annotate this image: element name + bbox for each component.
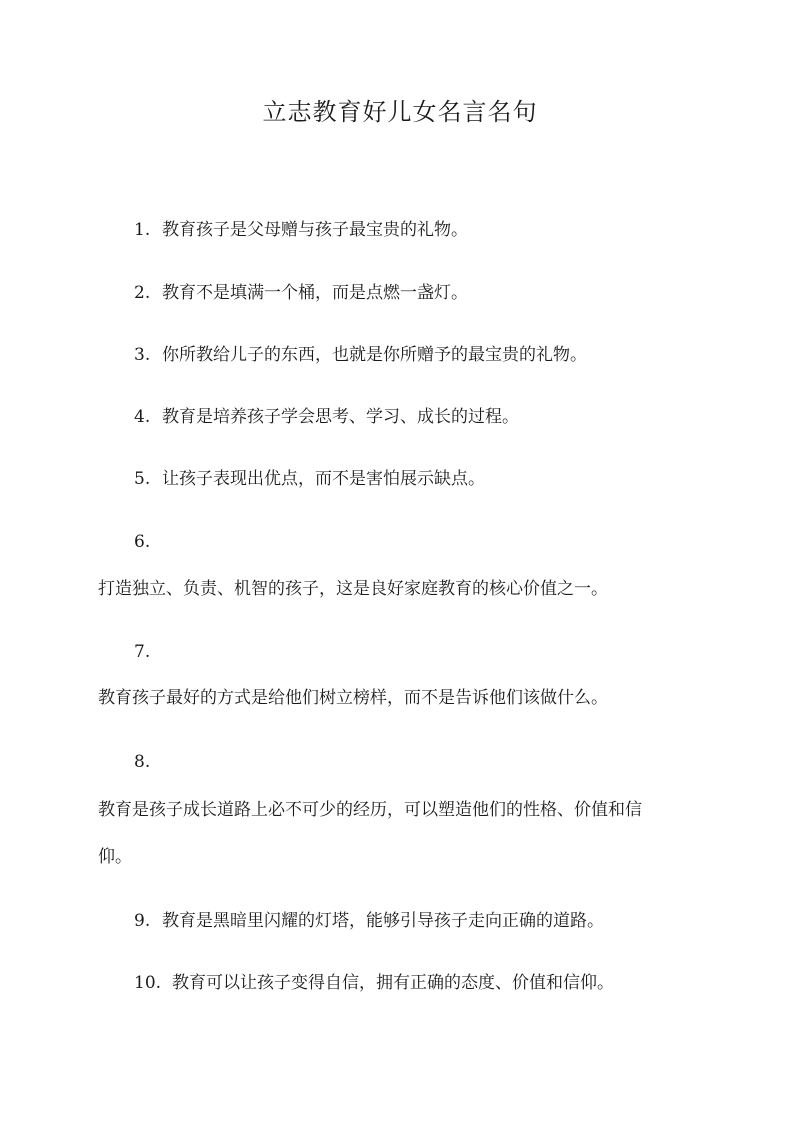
quote-item-5 [134,467,485,491]
quote-item-1 [134,218,468,242]
quote-item-4 [134,405,519,429]
item-text: 教育是黑暗里闪耀的灯塔，能够引导孩子走向正确的道路。 [162,911,604,931]
quote-item-9 [134,909,604,933]
item-number: 4. [134,407,151,427]
quote-item-10 [134,971,614,995]
item-text: 让孩子表现出优点，而不是害怕展示缺点。 [162,469,485,489]
item-text-8-line-1: 教育是孩子成长道路上必不可少的经历，可以塑造他们的性格、价值和信 [98,800,642,820]
item-number: 2. [134,283,151,303]
item-number: 3. [134,345,151,365]
item-text-8-line-2: 仰。 [98,847,132,867]
quote-item-3 [134,343,587,367]
item-number: 1. [134,220,151,240]
item-number-8: 8. [134,752,151,772]
page-title: 立志教育好儿女名言名句 [262,98,538,126]
item-text: 教育可以让孩子变得自信，拥有正确的态度、价值和信仰。 [172,973,614,993]
item-text-7: 教育孩子最好的方式是给他们树立榜样，而不是告诉他们该做什么。 [98,688,608,708]
item-number-6: 6. [134,532,151,552]
item-number: 5. [134,469,151,489]
item-text-6: 打造独立、负责、机智的孩子，这是良好家庭教育的核心价值之一。 [98,579,608,599]
item-text: 教育是培养孩子学会思考、学习、成长的过程。 [162,407,519,427]
item-number: 9. [134,911,151,931]
item-text: 你所教给儿子的东西，也就是你所赠予的最宝贵的礼物。 [162,345,587,365]
item-text: 教育不是填满一个桶，而是点燃一盏灯。 [162,283,468,303]
item-number-7: 7. [134,642,151,662]
item-text: 教育孩子是父母赠与孩子最宝贵的礼物。 [162,220,468,240]
quote-item-2 [134,281,468,305]
item-number: 10. [134,973,162,993]
